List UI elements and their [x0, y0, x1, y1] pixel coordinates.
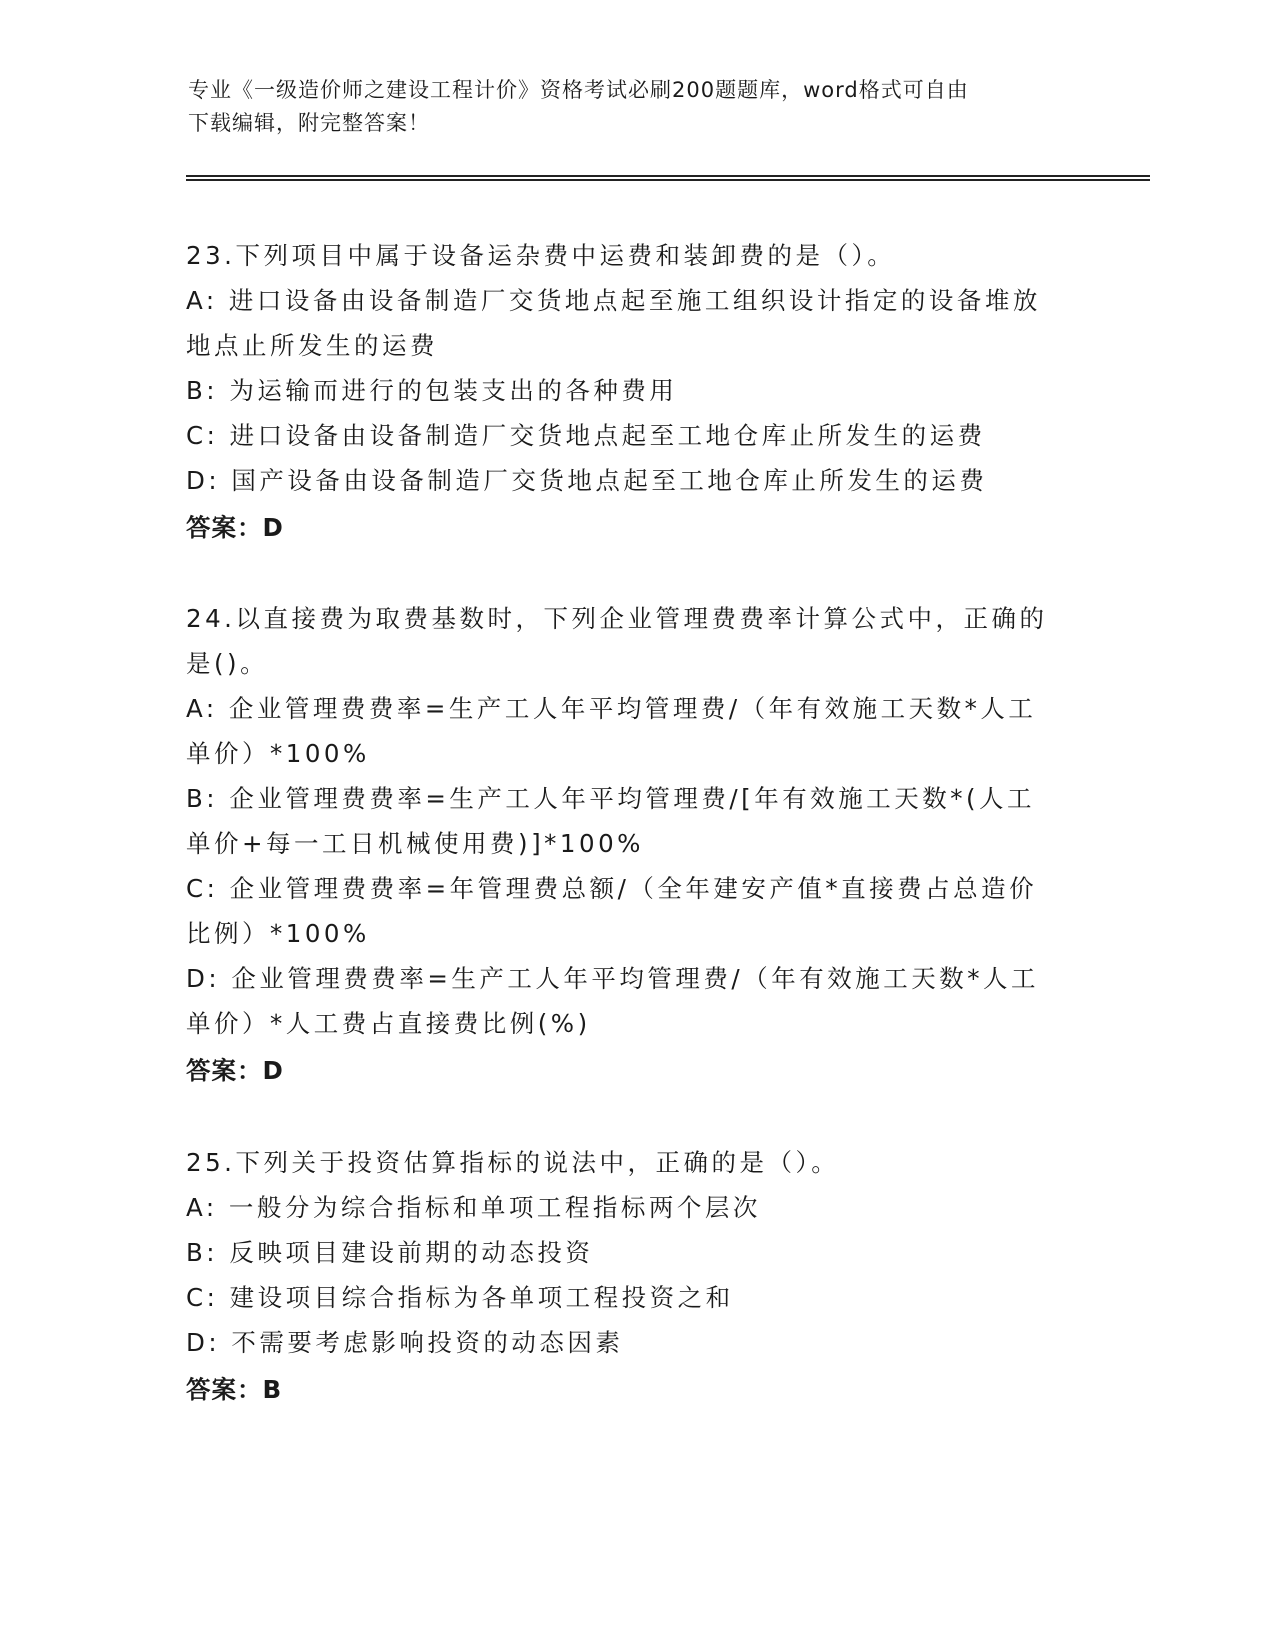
option-b: B: 反映项目建设前期的动态投资: [186, 1238, 594, 1267]
option-d: D: 不需要考虑影响投资的动态因素: [186, 1328, 624, 1357]
option-d-continued: 单价）*人工费占直接费比例(%): [186, 1009, 591, 1038]
header-line-2: 下载编辑，附完整答案！: [188, 111, 430, 135]
option-a-continued: 单价）*100%: [186, 739, 370, 768]
option-c: C: 建设项目综合指标为各单项工程投资之和: [186, 1283, 734, 1312]
answer: 答案：B: [186, 1375, 283, 1404]
option-a: A: 一般分为综合指标和单项工程指标两个层次: [186, 1193, 761, 1222]
question-stem-continued: 是()。: [186, 649, 269, 678]
question-24: [186, 596, 1086, 1096]
header-double-rule: [186, 175, 1150, 181]
header-line-1: 专业《一级造价师之建设工程计价》资格考试必刷200题题库，word格式可自由: [188, 78, 969, 102]
option-b: B: 为运输而进行的包装支出的各种费用: [186, 376, 678, 405]
option-b-continued: 单价+每一工日机械使用费)]*100%: [186, 829, 644, 858]
answer: 答案：D: [186, 1056, 284, 1085]
option-a: A: 企业管理费费率=生产工人年平均管理费/（年有效施工天数*人工: [186, 694, 1037, 723]
option-d: D: 国产设备由设备制造厂交货地点起至工地仓库止所发生的运费: [186, 466, 988, 495]
option-a-continued: 地点止所发生的运费: [186, 331, 438, 360]
option-b: B: 企业管理费费率=生产工人年平均管理费/[年有效施工天数*(人工: [186, 784, 1035, 813]
document-header: [188, 74, 1088, 140]
question-stem: 23.下列项目中属于设备运杂费中运费和装卸费的是（）。: [186, 241, 896, 270]
question-23: [186, 233, 1086, 553]
question-25: [186, 1140, 1086, 1415]
option-c: C: 进口设备由设备制造厂交货地点起至工地仓库止所发生的运费: [186, 421, 986, 450]
option-a: A: 进口设备由设备制造厂交货地点起至施工组织设计指定的设备堆放: [186, 286, 1041, 315]
option-c: C: 企业管理费费率=年管理费总额/（全年建安产值*直接费占总造价: [186, 874, 1038, 903]
option-c-continued: 比例）*100%: [186, 919, 370, 948]
question-stem: 24.以直接费为取费基数时，下列企业管理费费率计算公式中，正确的: [186, 604, 1048, 633]
question-stem: 25.下列关于投资估算指标的说法中，正确的是（）。: [186, 1148, 840, 1177]
option-d: D: 企业管理费费率=生产工人年平均管理费/（年有效施工天数*人工: [186, 964, 1039, 993]
answer: 答案：D: [186, 513, 284, 542]
